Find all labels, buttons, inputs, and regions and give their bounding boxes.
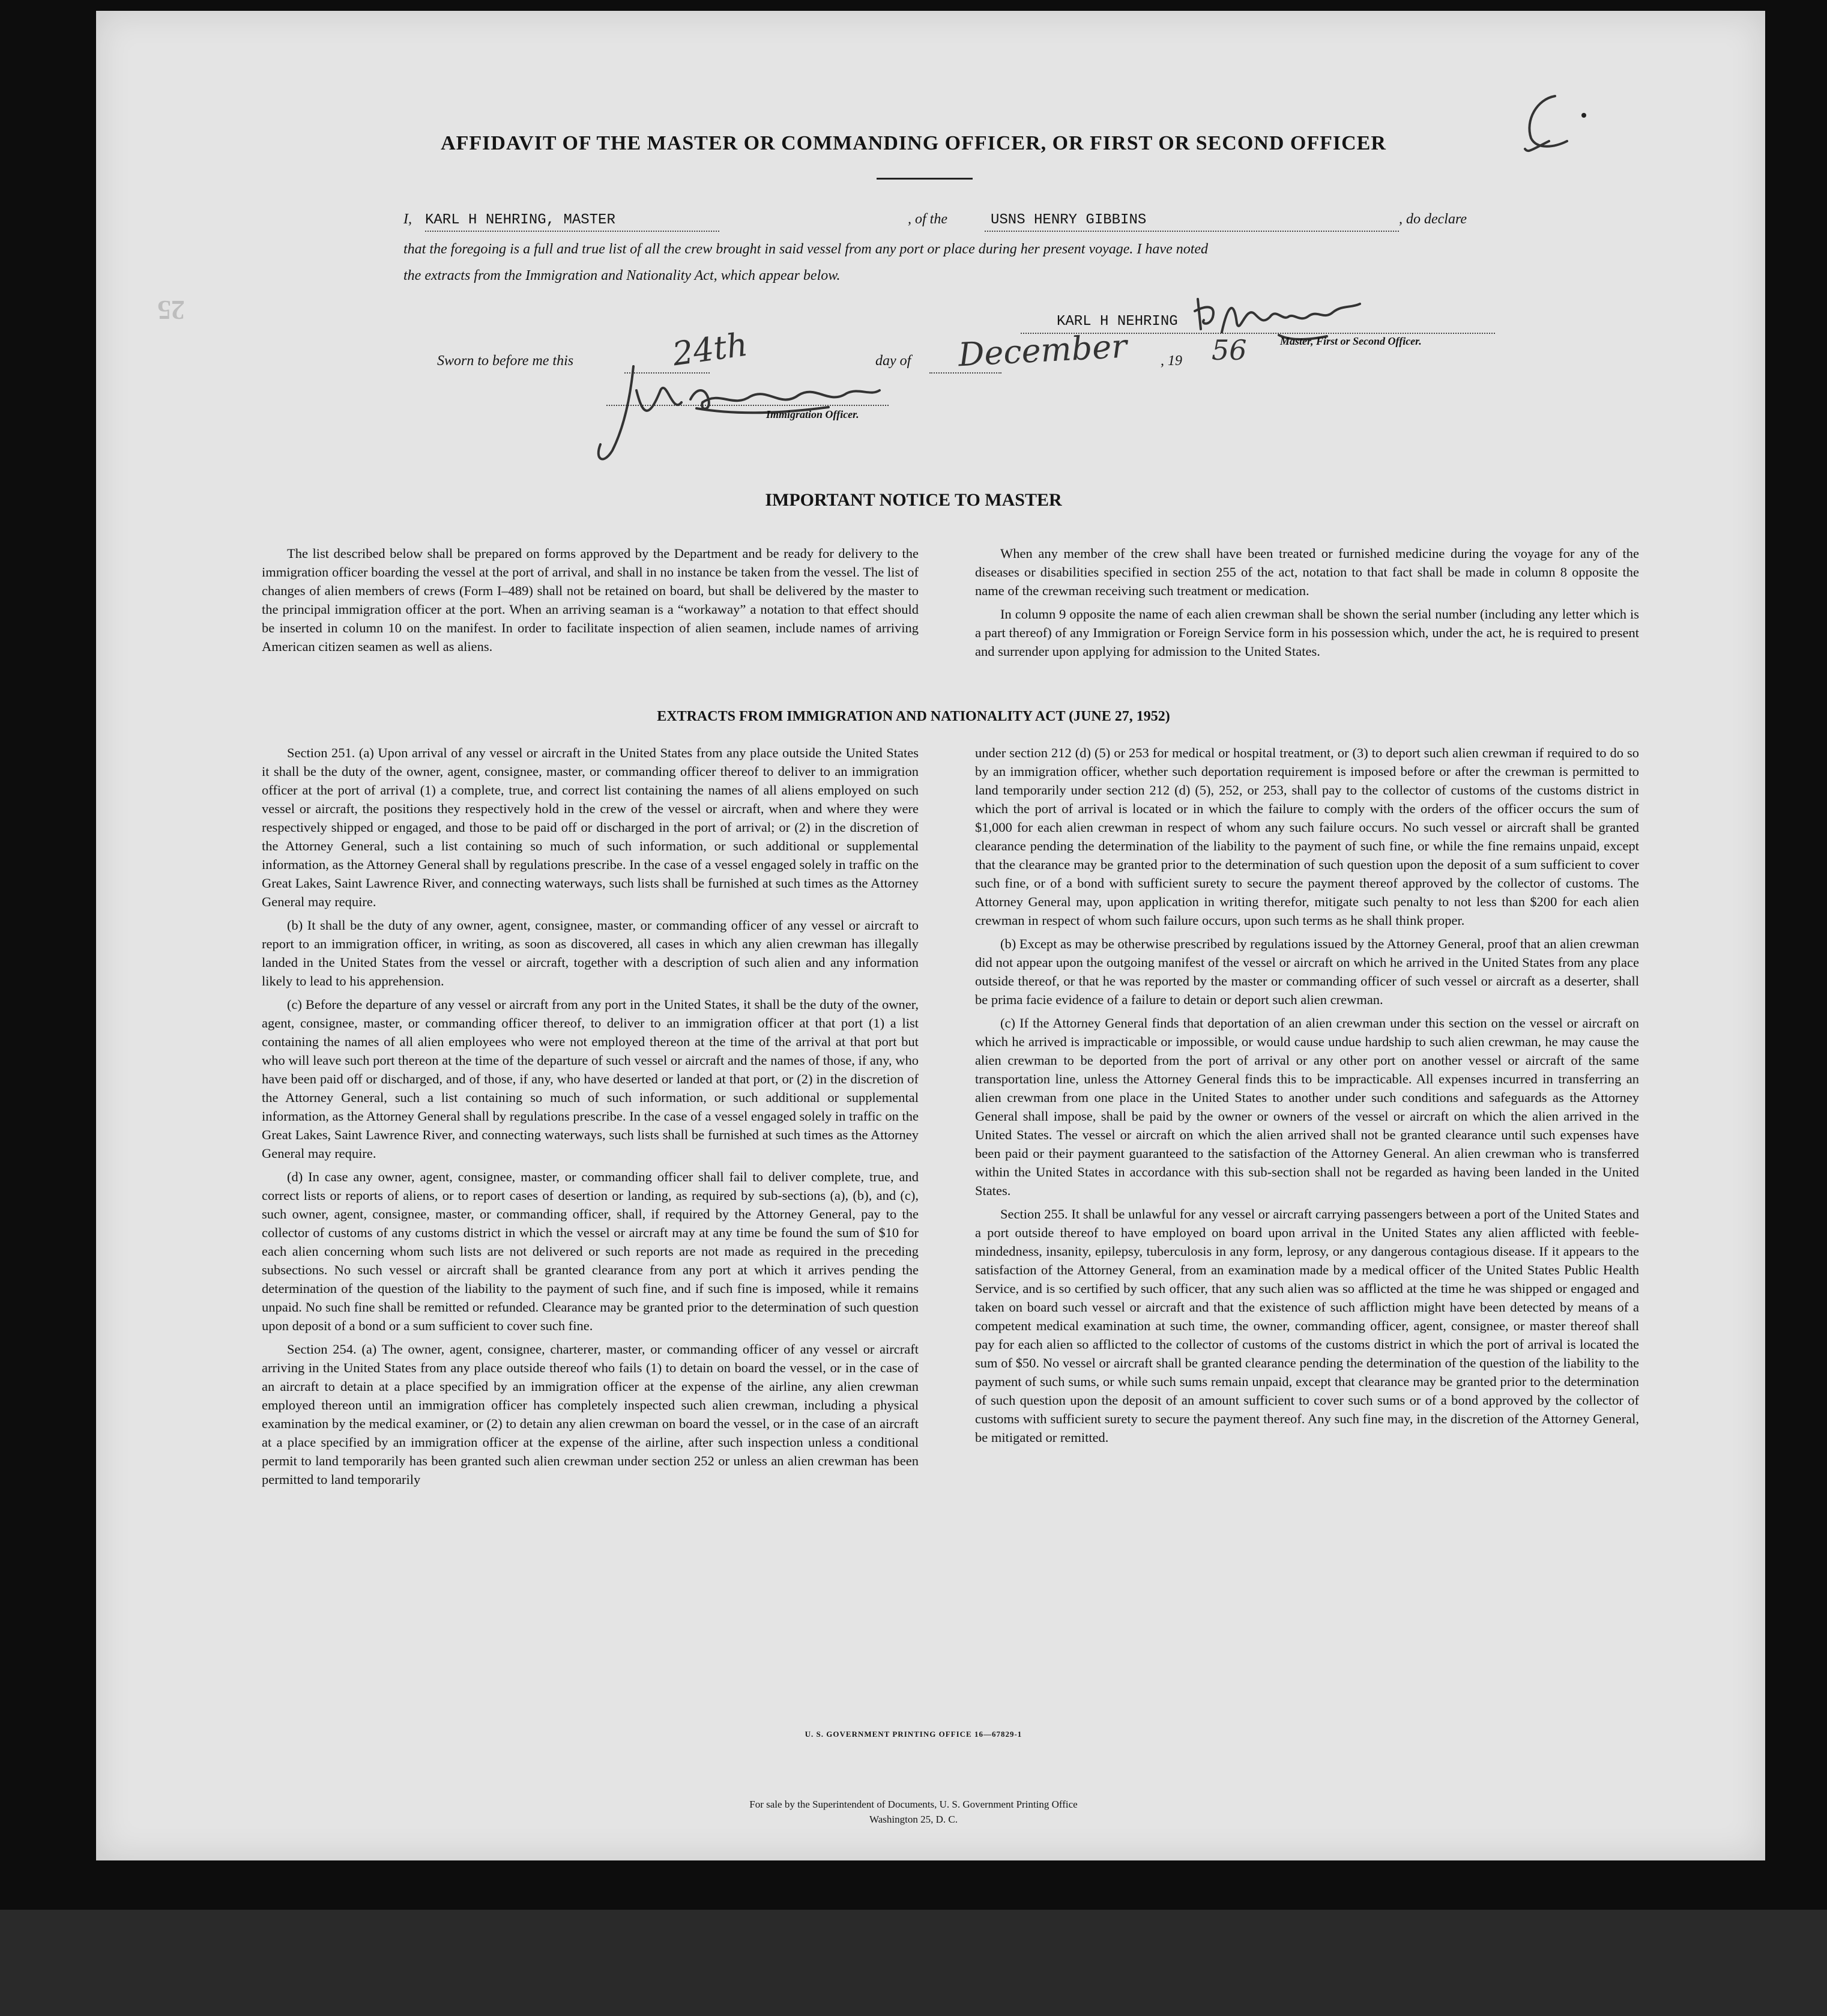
section-255: Section 255. It shall be unlawful for any vessel or aircraft carrying passengers between a port of the United States and a port outside thereof to have employed on board upon arrival in the United States any alien afflicted with feeble-mindedness, insanity, epilepsy, tuberculosis in any form, leprosy, or any dangerous contagious disease. If it appears to the satisfaction of the Attorney General, from an examination made by a medical officer of the United States Public Health Service, and is so certified by such officer, that any such alien was so afflicted at the time he was shipped or engaged and taken on board such vessel or aircraft and that the existence of such affliction might have been detected by means of a competent medical examination at such time, the owner, commanding officer, agent, consignee, or master thereof shall pay for each alien so afflicted to the collector of customs of the customs district in which the port of arrival is located the sum of $50. No vessel or aircraft shall be granted clearance pending the determination of the question of the liability to the payment of such sums, or while such sums remain unpaid, except that clearance may be granted prior to the determination of such question upon the deposit of an amount sufficient to cover such sums or of a bond approved by the collector of customs with sufficient surety to secure the payment thereof. Any such fine may, in the discretion of the Attorney General, be mitigated or remitted. <box>975 1206 1639 1445</box>
section-251-a: Section 251. (a) Upon arrival of any vessel or aircraft in the United States from any place outside the United States it shall be the duty of the owner, agent, consignee, master, or commanding officer thereof to deliver to an immigration officer at the port of arrival (1) a complete, true, and correct list containing the names of all aliens employed on such vessel or aircraft, the positions they respectively hold in the crew of the vessel or aircraft, when and where they were respectively shipped or engaged, and those to be paid off or discharged in the port of arrival; or (2) in the discretion of the Attorney General, such a list containing so much of such information, or such additional or supplemental information, as the Attorney General shall by regulations prescribe. In the case of a vessel engaged solely in traffic on the Great Lakes, Saint Lawrence River, and connecting waterways, such lists shall be furnished at such times as the Attorney General may require. <box>262 745 919 909</box>
extracts-heading: EXTRACTS FROM IMMIGRATION AND NATIONALITY ACT (JUNE 27, 1952) <box>657 709 1170 724</box>
day-handwritten: 24th <box>670 325 750 374</box>
section-254-c: (c) If the Attorney General finds that deportation of an alien crewman under this section on the vessel or aircraft on which he arrived is impracticable or impossible, or would cause undue hardship to such alien crewman, he may cause the alien crewman to be deported from the port of arrival or any other port on another vessel or aircraft of the same transportation line, unless the Attorney General finds this to be impracticable. All expenses incurred in transferring an alien crewman from one place in the United States to another under such conditions and safeguards as the Attorney General shall impose, shall be paid by the owner or owners of the vessel or aircraft on which the alien arrived in the United States. The vessel or aircraft on which the alien arrived shall not be granted clearance until such expenses have been paid or their payment guaranteed to the satisfaction of the Attorney General. An alien crewman who is transferred within the United States in accordance with this sub-section shall not be regarded as having been landed in the United States. <box>975 1016 1639 1198</box>
margin-stamp-number: 25 <box>157 295 185 325</box>
year-prefix-label: , 19 <box>1161 353 1182 369</box>
printer-line: U. S. GOVERNMENT PRINTING OFFICE 16—67829-1 <box>805 1730 1022 1739</box>
extracts-left-column <box>262 743 919 1494</box>
notice-right-column <box>975 544 1639 665</box>
section-251-c: (c) Before the departure of any vessel or aircraft from any port in the United States, it shall be the duty of the owner, agent, consignee, master, or commanding officer thereof, to deliver to an immigration officer at that port (1) a list containing the names of all alien employees who were not employed thereon at the time of the arrival at that port but who will leave such port thereon at the time of the departure of such vessel or aircraft and the names of those, if any, who have been paid off or discharged, and of those, if any, who have deserted or landed at that port, or (2) in the discretion of the Attorney General, such a list containing so much of such information, or such additional or supplemental information, as the Attorney General shall by regulations prescribe. In the case of a vessel engaged solely in traffic on the Great Lakes, Saint Lawrence River, and connecting waterways, such lists shall be furnished at such times as the Attorney General may require. <box>262 997 919 1161</box>
declaration-pronoun: I, <box>403 211 412 227</box>
declaration-line-2: that the foregoing is a full and true list of all the crew brought in said vessel from any port or place during her present voyage. I have noted <box>403 241 1209 257</box>
master-caption: Master, First or Second Officer. <box>1280 335 1422 347</box>
notice-right-paragraph-1: When any member of the crew shall have been treated or furnished medicine during the voyage for any of the diseases or disabilities specified in section 255 of the act, notation to that fact shall be made in column 8 opposite the name of the crewman receiving such treatment or medication. <box>975 546 1639 598</box>
section-251-d: (d) In case any owner, agent, consignee, master, or commanding officer shall fail to deliver complete, true, and correct lists or reports of aliens, or to report cases of desertion or landing, as required by sub-sections (a), (b), and (c), such owner, agent, consignee, master, or commanding officer, shall, if required by the Attorney General, pay to the collector of customs of any customs district in which the vessel or aircraft may at any time be found the sum of $10 for each alien concerning whom such lists are not delivered or such reports are not made as required in the preceding subsections. No such vessel or aircraft shall be granted clearance from any port at which it arrives pending the determination of the question of the liability to the payment of such fine, and if such fine is imposed, while it remains unpaid. No such fine shall be remitted or refunded. Clearance may be granted prior to the determination of such question upon deposit of a bond or a sum sufficient to cover such fine. <box>262 1169 919 1333</box>
of-the-label: , of the <box>908 211 947 227</box>
section-254-a-continued: under section 212 (d) (5) or 253 for medical or hospital treatment, or (3) to deport such alien crewman if required to do so by an immigration officer, whether such deportation requirement is imposed before or after the crewman is permitted to land temporarily under section 212 (d) (5), 252, or 253, shall pay to the collector of customs of the customs district in which the port of arrival is located or in which the failure to comply with the orders of the officer occurs the sum of $1,000 for each alien crewman in respect of whom any such failure occurs. No such vessel or aircraft shall be granted clearance pending the determination of the liability to the payment of such fine, or while the fine remains unpaid, except that the clearance may be granted prior to the determination of such question upon the deposit of a sum sufficient to cover such fine, or of a bond with sufficient surety to secure the payment thereof approved by the collector of customs. The Attorney General may, upon application in writing therefor, mitigate such penalty to not less than $200 for each alien crewman in respect of whom such failure occurs, upon such terms as he shall think proper. <box>975 745 1639 928</box>
typed-signer-name: KARL H NEHRING <box>1057 313 1178 330</box>
day-of-label: day of <box>875 353 911 369</box>
declaration-line-1 <box>403 211 1496 232</box>
section-254-a: Section 254. (a) The owner, agent, consignee, charterer, master, or commanding officer of any vessel or aircraft arriving in the United States from any place outside thereof who fails (1) to detain on board the vessel, or in the case of an aircraft to detain at a place specified by an immigration officer at the expense of the airline, any alien crewman employed thereon until an immigration officer has completely inspected such alien crewman, including a physical examination by the medical examiner, or (2) to detain any alien crewman on board the vessel, or in the case of an aircraft at a place specified by an immigration officer at the expense of the airline, after such inspection unless a conditional permit to land temporarily has been granted such alien crewman under section 252 or unless an alien crewman has been permitted to land temporarily <box>262 1342 919 1487</box>
declaration-line-3: the extracts from the Immigration and Nationality Act, which appear below. <box>403 268 841 283</box>
officer-caption: Immigration Officer. <box>766 408 859 420</box>
scan-background <box>0 1910 1827 2016</box>
section-254-b: (b) Except as may be otherwise prescribed by regulations issued by the Attorney General, proof that an alien crewman did not appear upon the outgoing manifest of the vessel or aircraft on which he arrived in the United States from any place outside thereof, or that he was reported by the master or commanding officer of such vessel or aircraft as a deserter, shall be prima facie evidence of a failure to detain or deport such alien crewman. <box>975 936 1640 1007</box>
year-handwritten: 56 <box>1212 334 1247 366</box>
notice-left-paragraph: The list described below shall be prepared on forms approved by the Department and be ready for delivery to the immigration officer boarding the vessel at the port of arrival, and shall in no instance be taken from the vessel. The list of changes of alien members of crews (Form I–489) shall not be retained on board, but shall be delivered by the master to the principal immigration officer at the port. When an arriving seaman is a “workaway” a notation to that effect should be inserted in column 10 on the manifest. In order to facilitate inspection of alien seamen, include names of arriving American citizen seamen as well as aliens. <box>262 546 919 654</box>
do-declare-label: , do declare <box>1399 211 1467 227</box>
month-handwritten: December <box>957 327 1128 374</box>
extracts-right-column <box>975 743 1639 1451</box>
master-name-value: KARL H NEHRING, MASTER <box>425 212 615 228</box>
sworn-label: Sworn to before me this <box>437 353 574 369</box>
sale-line-2: Washington 25, D. C. <box>869 1814 958 1825</box>
vessel-name-value: USNS HENRY GIBBINS <box>991 212 1147 228</box>
title-rule <box>877 178 973 180</box>
master-name-field <box>425 211 719 232</box>
notice-heading: IMPORTANT NOTICE TO MASTER <box>765 490 1062 510</box>
affidavit-title: AFFIDAVIT OF THE MASTER OR COMMANDING OFFICER, OR FIRST OR SECOND OFFICER <box>441 132 1386 154</box>
vessel-field <box>985 211 1399 232</box>
notice-left-column <box>262 544 919 661</box>
notice-right-paragraph-2: In column 9 opposite the name of each alien crewman shall be shown the serial number (including any letter which is a part thereof) of any Immigration or Foreign Service form in his possession which, under the act, he is required to present and surrender upon applying for admission to the United States. <box>975 607 1639 659</box>
section-251-b: (b) It shall be the duty of any owner, agent, consignee, master, or commanding officer of any vessel or aircraft to report to an immigration officer, in writing, as soon as discovered, all cases in which any alien crewman has illegally landed in the United States from the vessel or aircraft, together with a description of such alien and any information likely to lead to his apprehension. <box>262 918 919 988</box>
sale-line-1: For sale by the Superintendent of Documents, U. S. Government Printing Office <box>749 1799 1078 1810</box>
